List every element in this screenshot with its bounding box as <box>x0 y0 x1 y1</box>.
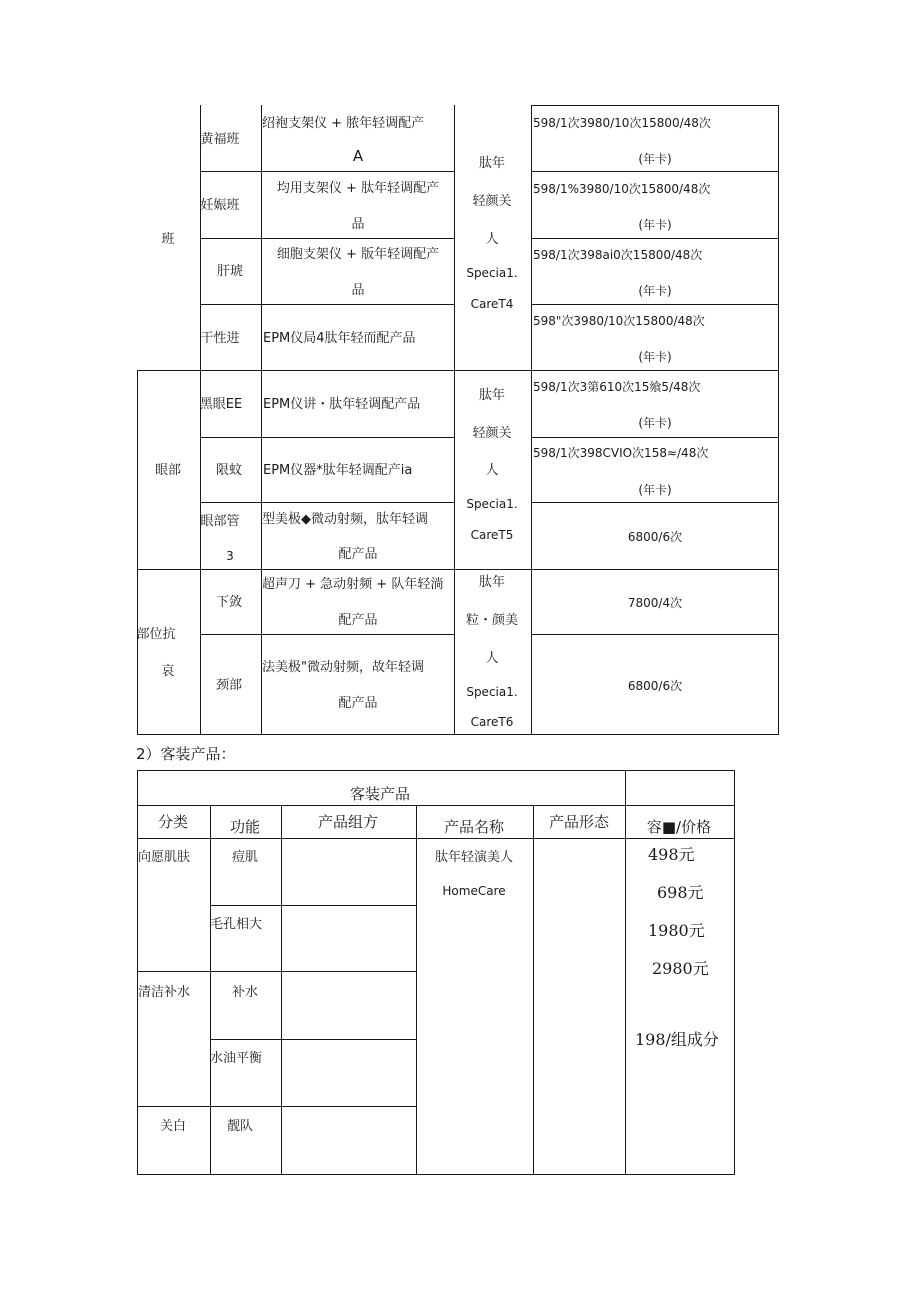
series-text: CareT4 <box>470 297 514 311</box>
series-text: 粒・颜美 <box>465 613 519 628</box>
price-text: (年卡) <box>638 284 672 298</box>
price-text: (年卡) <box>638 416 672 430</box>
series-text: 肽年 <box>478 156 506 171</box>
price-text: 598/1%3980/10次15800/48次 <box>533 182 711 196</box>
method-text: 品 <box>351 217 365 232</box>
t1-rule <box>200 634 454 635</box>
group-label-spot: 班 <box>161 232 175 247</box>
method-text: 均用支架仪 + 肽年轻调配产 <box>276 181 440 196</box>
method-text: 型美极◆微动射频，肽年轻调 <box>262 512 428 527</box>
item-name: 限蚊 <box>215 463 243 478</box>
column-header: 容■/价格 <box>646 818 712 836</box>
t1-rule <box>531 502 779 503</box>
item-name: 干性进 <box>200 331 240 346</box>
series-text: Specia1. <box>466 497 518 511</box>
method-text: 绍袍支架仪 + 脓年轻调配产 <box>262 116 425 131</box>
item-name: 黑眼EE <box>199 397 243 412</box>
t2-col-rule <box>625 770 626 1175</box>
t1-col-rule <box>531 105 532 735</box>
price-text: 598/1次398ai0次15800/48次 <box>533 248 703 262</box>
t1-rule <box>200 502 454 503</box>
table2-title: 客装产品 <box>349 785 411 803</box>
category-label: 清洁补水 <box>138 985 191 1000</box>
method-text: EPM仪器*肽年轻调配产ia <box>263 463 413 478</box>
series-text: Specia1. <box>466 685 518 699</box>
t2-col-rule <box>533 805 534 1175</box>
t1-rule <box>531 634 779 635</box>
function-label: 靓队 <box>226 1119 254 1134</box>
t2-col-rule <box>281 805 282 1175</box>
t2-col-rule <box>210 805 211 1175</box>
t1-rule <box>200 238 454 239</box>
function-label: 补水 <box>231 985 259 1000</box>
t1-rule <box>531 238 779 239</box>
t1-rule <box>200 304 454 305</box>
price-text: 598/1次3980/10次15800/48次 <box>533 116 711 130</box>
series-text: CareT5 <box>470 528 514 542</box>
retail-price: 498元 <box>648 845 695 864</box>
series-text: 人 <box>485 232 499 247</box>
method-text: 配产品 <box>338 547 378 562</box>
t1-col-rule <box>454 105 455 735</box>
t2-rule <box>137 805 734 806</box>
method-text: 法美极"微动射频，故年轻调 <box>262 660 424 675</box>
item-name: 肝琥 <box>216 264 244 279</box>
t2-col-rule <box>734 770 735 1175</box>
product-name: 肽年轻演美人 <box>434 850 514 865</box>
t2-border-bottom <box>137 1174 734 1175</box>
t2-border-top <box>137 770 734 771</box>
t1-rule <box>531 171 779 172</box>
price-text: 598/1次398CVIO次158≈/48次 <box>533 446 709 460</box>
item-name: 下敛 <box>215 595 243 610</box>
t1-border-top <box>531 105 779 106</box>
function-label: 毛孔相大 <box>210 917 263 932</box>
t1-col-rule <box>137 370 138 735</box>
t1-rule <box>137 370 779 371</box>
column-header: 功能 <box>229 818 261 836</box>
column-header: 分类 <box>157 813 189 831</box>
method-text: 品 <box>351 283 365 298</box>
group-label-aging: 哀 <box>161 664 175 679</box>
series-text: 轻颜关 <box>472 194 512 209</box>
t1-rule <box>200 437 454 438</box>
column-header: 产品形态 <box>548 813 610 831</box>
price-text: 7800/4次 <box>627 596 683 610</box>
series-text: 人 <box>485 463 499 478</box>
group-label-eye: 眼部 <box>154 463 182 478</box>
method-text: A <box>352 147 364 165</box>
price-text: 598"次3980/10次15800/48次 <box>533 314 705 328</box>
t2-rule <box>210 1039 416 1040</box>
t1-col-rule <box>261 105 262 735</box>
price-text: (年卡) <box>638 483 672 497</box>
series-text: 人 <box>485 651 499 666</box>
section-heading: 2）客装产品： <box>136 745 236 763</box>
item-name: 3 <box>226 549 234 563</box>
column-header: 产品名称 <box>443 818 505 836</box>
t2-rule <box>137 838 734 839</box>
series-text: Specia1. <box>466 266 518 280</box>
t2-rule <box>137 1106 416 1107</box>
function-label: 痘肌 <box>231 850 259 865</box>
category-label: 向愿肌肤 <box>138 850 191 865</box>
t2-rule <box>137 971 416 972</box>
t1-rule <box>531 437 779 438</box>
series-text: CareT6 <box>470 715 514 729</box>
method-text: EPM仪局4肽年轻而配产品 <box>263 331 416 346</box>
method-text: 超声刀 + 急动射频 + 队年轻淌 <box>262 577 444 592</box>
category-label: 关白 <box>159 1119 187 1134</box>
price-text: 6800/6次 <box>627 530 683 544</box>
retail-price: 1980元 <box>648 921 705 940</box>
price-text: 6800/6次 <box>627 679 683 693</box>
t1-rule <box>531 304 779 305</box>
product-name: HomeCare <box>442 884 506 898</box>
t2-col-rule <box>137 770 138 1175</box>
price-text: (年卡) <box>638 350 672 364</box>
retail-price: 698元 <box>657 883 704 902</box>
t1-col-rule <box>778 105 779 735</box>
series-text: 轻颜关 <box>472 426 512 441</box>
method-text: 配产品 <box>338 696 378 711</box>
retail-price: 198/组成分 <box>635 1030 719 1049</box>
item-name: 颈部 <box>215 678 243 693</box>
retail-price: 2980元 <box>652 959 709 978</box>
column-header: 产品组方 <box>317 813 379 831</box>
series-text: 肽年 <box>478 575 506 590</box>
t2-rule <box>210 905 416 906</box>
method-text: 细胞支架仪 + 版年轻调配产 <box>276 247 440 262</box>
t1-border-bottom <box>137 734 779 735</box>
t1-rule <box>200 171 454 172</box>
item-name: 妊娠班 <box>200 198 240 213</box>
t1-rule <box>137 569 779 570</box>
series-text: 肽年 <box>478 388 506 403</box>
group-label-aging: 部位抗 <box>136 627 176 642</box>
item-name: 眼部管 <box>200 514 240 529</box>
price-text: 598/1次3第610次15飨5/48次 <box>533 380 701 394</box>
price-text: (年卡) <box>638 218 672 232</box>
method-text: EPM仪讲・肽年轻调配产品 <box>263 397 421 412</box>
function-label: 水油平衡 <box>210 1051 263 1066</box>
item-name: 黄福班 <box>200 132 240 147</box>
price-text: (年卡) <box>638 152 672 166</box>
t2-col-rule <box>416 805 417 1175</box>
method-text: 配产品 <box>338 613 378 628</box>
